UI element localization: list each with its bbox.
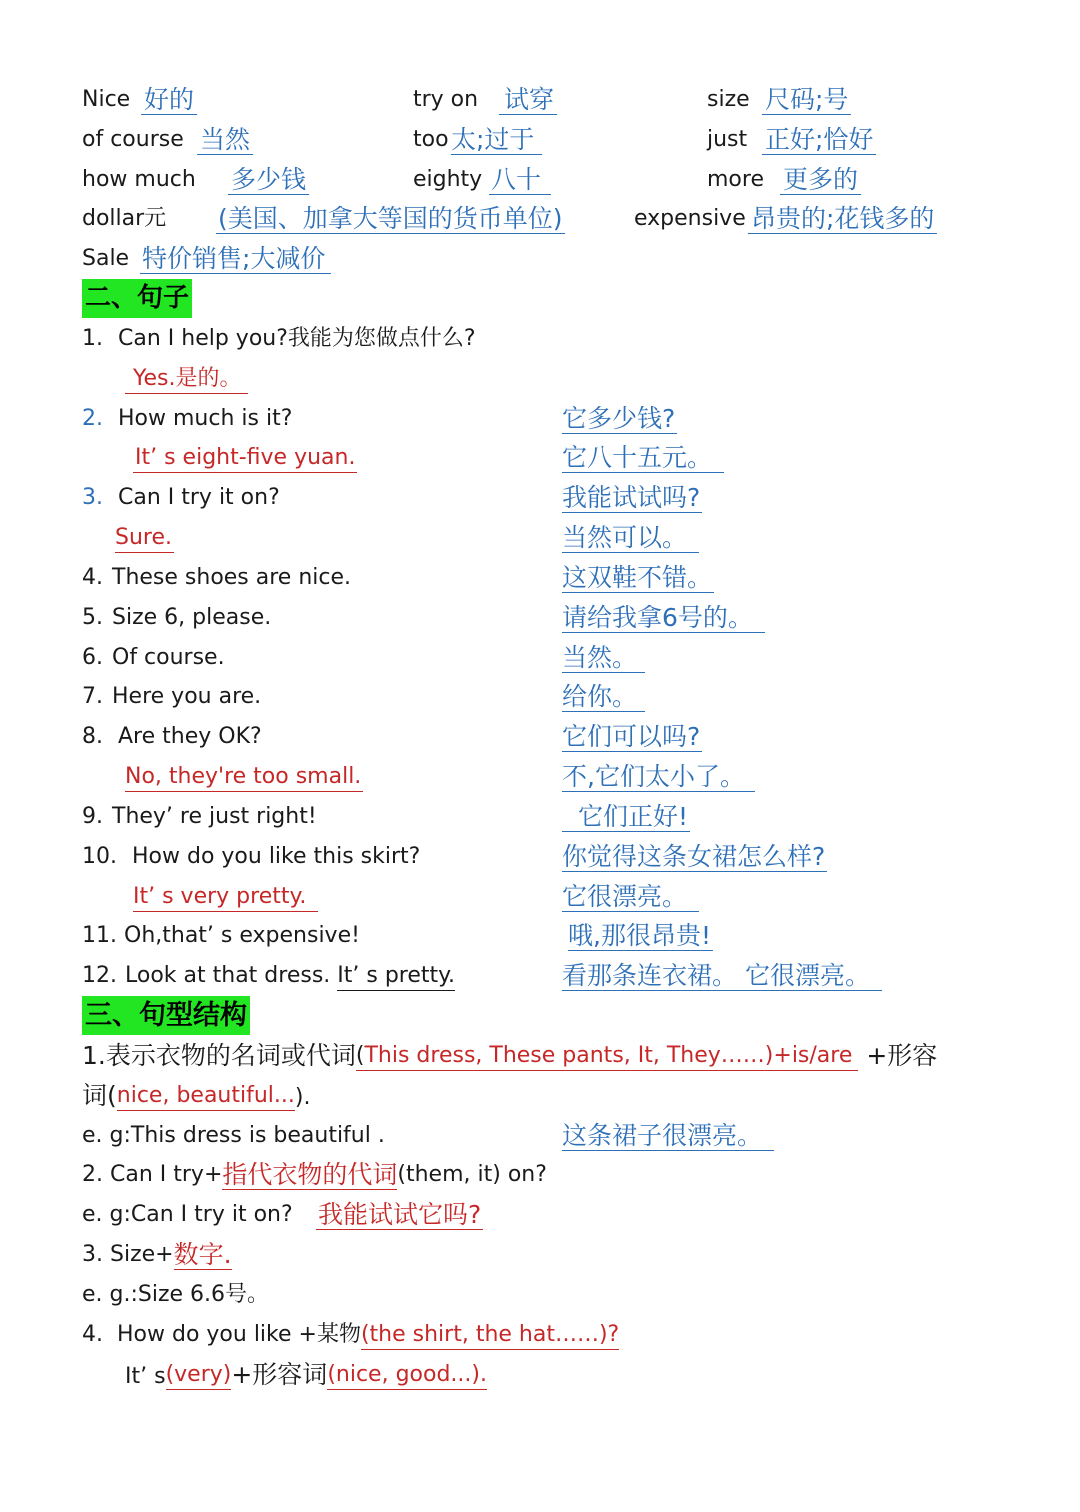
section-row	[0, 279, 1080, 319]
reply-text: Yes.是的。	[125, 365, 248, 394]
pattern-answer-blank: (nice, good...).	[327, 1361, 487, 1390]
sentence-row	[0, 598, 1080, 638]
pattern-tail: (them, it) on?	[397, 1162, 547, 1188]
sentence-text: Look at that dress.	[125, 963, 331, 989]
pattern-line	[82, 1161, 547, 1190]
pattern-answer-line	[125, 1361, 487, 1391]
pattern-line	[82, 1321, 619, 1350]
pattern-blank: (the shirt, the hat……)?	[361, 1321, 619, 1350]
pattern-answer-blank: (very)	[166, 1361, 232, 1390]
vocab-translation: 太;过于	[451, 126, 542, 155]
section-header: 三、句型结构	[82, 996, 250, 1035]
vocab-term: too	[413, 126, 449, 152]
vocab-term: how much	[82, 166, 196, 192]
sentence-text: These shoes are nice.	[112, 564, 352, 590]
vocab-translation: 昂贵的;花钱多的	[748, 205, 937, 234]
sentence-text: Here you are.	[112, 684, 262, 710]
vocab-translation: 尺码;号	[762, 86, 851, 115]
vocab-term: expensive	[634, 206, 746, 232]
vocab-term: just	[707, 126, 748, 152]
sentence-row	[0, 478, 1080, 518]
pattern-cont-tail: ).	[294, 1084, 311, 1110]
section-row	[0, 996, 1080, 1036]
sentence-number: 9.	[82, 803, 103, 829]
sentence-number: 6.	[82, 644, 103, 670]
reply-text: It’ s eight-five yuan.	[133, 444, 357, 473]
reply-translation: 当然可以。	[562, 524, 699, 553]
vocab-translation: 特价销售;大减价	[140, 245, 331, 274]
pattern-number: 3.	[82, 1242, 103, 1268]
pattern-row	[0, 1036, 1080, 1076]
pattern-example-answer: 我能试试它吗?	[318, 1200, 482, 1230]
vocab-term: try on	[413, 87, 479, 112]
vocab-term: size	[707, 87, 750, 112]
vocab-translation: 好的	[141, 86, 197, 115]
worksheet-page	[0, 80, 1080, 1394]
pattern-answer-mid: +形容词	[231, 1359, 328, 1389]
pattern-row	[0, 1155, 1080, 1195]
pattern-lead: Can I try+	[110, 1162, 223, 1188]
pattern-row	[0, 1315, 1080, 1355]
sentence-translation: 它们正好!	[562, 803, 690, 832]
sentence-number: 8.	[82, 724, 103, 750]
pattern-tail: +形容	[858, 1040, 938, 1070]
pattern-open-paren: (	[355, 1042, 365, 1068]
reply-row	[0, 518, 1080, 558]
vocab-translation: 八十	[489, 166, 551, 195]
sentence-row	[0, 319, 1080, 359]
pattern-lead: Size+	[110, 1242, 174, 1268]
sentence-line	[125, 962, 455, 991]
vocab-translation: 当然	[197, 126, 253, 155]
sentence-row	[0, 638, 1080, 678]
pattern-row	[0, 1235, 1080, 1275]
pattern-answer-lead: It’ s	[125, 1363, 166, 1389]
vocab-row	[0, 239, 1080, 279]
sentence-row	[0, 717, 1080, 757]
sentence-number: 10.	[82, 843, 117, 869]
reply-text: Sure.	[115, 524, 174, 553]
vocab-term: Sale	[82, 246, 130, 272]
pattern-number: 4.	[82, 1321, 103, 1347]
sentence-number: 1.	[82, 325, 103, 351]
pattern-example: e. g:This dress is beautiful .	[82, 1122, 385, 1148]
sentence-number: 7.	[82, 684, 103, 710]
pattern-blank: 数字.	[173, 1240, 232, 1270]
sentence-row	[0, 797, 1080, 837]
sentence-row	[0, 677, 1080, 717]
sentence-number: 3.	[82, 485, 103, 511]
sentence-translation: 哦,那很昂贵!	[568, 921, 711, 951]
example-row	[0, 1275, 1080, 1315]
sentence-row	[0, 399, 1080, 439]
example-row	[0, 1116, 1080, 1156]
reply-text: No, they're too small.	[125, 763, 363, 792]
sentence-row	[0, 956, 1080, 996]
sentence-text: How do you like this skirt?	[132, 843, 421, 869]
section-header: 二、句子	[82, 279, 192, 318]
vocab-term: more	[707, 166, 764, 192]
sentence-text-underlined: It’ s pretty.	[337, 962, 455, 991]
sentence-text: Oh,that’ s expensive!	[124, 923, 360, 949]
pattern-example-translation: 这条裙子很漂亮。	[562, 1122, 774, 1151]
sentence-translation: 它多少钱?	[562, 403, 676, 433]
reply-text: It’ s very pretty.	[133, 883, 318, 912]
example-row	[0, 1195, 1080, 1235]
pattern-lead: 表示衣物的名词或代词	[105, 1040, 356, 1070]
sentence-row	[0, 837, 1080, 877]
pattern-blank	[356, 1042, 859, 1071]
vocab-translation: 正好;恰好	[762, 126, 876, 155]
pattern-blank: 指代衣物的代词	[222, 1160, 398, 1190]
pattern-blank: nice, beautiful...	[117, 1082, 295, 1111]
reply-translation: 它八十五元。	[562, 444, 724, 473]
vocab-term: of course	[82, 126, 184, 152]
vocab-row	[0, 120, 1080, 160]
sentence-text: Size 6, please.	[112, 604, 272, 630]
vocab-translation: 多少钱	[228, 166, 309, 195]
reply-row	[0, 877, 1080, 917]
sentence-text: Are they OK?	[118, 724, 262, 750]
pattern-line	[82, 1082, 310, 1112]
vocab-translation: 试穿	[499, 86, 557, 115]
sentence-row	[0, 916, 1080, 956]
sentence-translation: 它们可以吗?	[562, 722, 701, 752]
sentence-translation: 这双鞋不错。	[562, 562, 713, 592]
pattern-lead: How do you like +某物	[117, 1321, 361, 1347]
vocab-translation: (美国、加拿大等国的货币单位)	[218, 204, 563, 234]
pattern-cont-lead: 词(	[82, 1080, 117, 1110]
pattern-example: e. g.:Size 6.6号。	[82, 1281, 270, 1307]
sentence-number: 2.	[82, 405, 103, 431]
sentence-text: Can I try it on?	[118, 485, 280, 511]
reply-row	[0, 359, 1080, 399]
vocab-term: eighty	[413, 166, 483, 192]
sentence-translation: 请给我拿6号的。	[562, 604, 765, 633]
sentence-translation: 当然。	[562, 644, 645, 673]
pattern-line	[82, 1241, 232, 1270]
pattern-line	[82, 1042, 937, 1072]
pattern-row	[0, 1355, 1080, 1395]
sentence-text: How much is it?	[118, 405, 293, 431]
sentence-number: 5.	[82, 604, 103, 630]
sentence-translation: 我能试试吗?	[562, 483, 701, 513]
sentence-text: Can I help you?我能为您做点什么?	[118, 325, 476, 351]
vocab-row	[0, 199, 1080, 239]
sentence-text: They’ re just right!	[112, 803, 317, 829]
vocab-row	[0, 160, 1080, 200]
reply-translation: 它很漂亮。	[562, 883, 699, 912]
reply-translation: 不,它们太小了。	[562, 763, 755, 792]
sentence-translation: 你觉得这条女裙怎么样?	[562, 841, 826, 871]
pattern-examples: This dress, These pants, It, They……)+is/are	[364, 1042, 853, 1068]
vocab-translation: 更多的	[780, 166, 861, 195]
sentence-number: 11.	[82, 923, 117, 949]
pattern-number: 2.	[82, 1162, 103, 1188]
sentence-text: Of course.	[112, 644, 225, 670]
vocab-term: Nice	[82, 87, 131, 112]
pattern-number: 1.	[82, 1040, 106, 1070]
pattern-example: e. g:Can I try it on?	[82, 1202, 293, 1228]
vocab-term: dollar元	[82, 206, 167, 232]
sentence-row	[0, 558, 1080, 598]
pattern-row	[0, 1076, 1080, 1116]
sentence-number: 4.	[82, 564, 103, 590]
sentence-translation: 给你。	[562, 683, 645, 712]
sentence-number: 12.	[82, 963, 117, 989]
reply-row	[0, 438, 1080, 478]
reply-row	[0, 757, 1080, 797]
vocab-row	[0, 80, 1080, 120]
sentence-translation: 看那条连衣裙。 它很漂亮。	[562, 962, 882, 991]
